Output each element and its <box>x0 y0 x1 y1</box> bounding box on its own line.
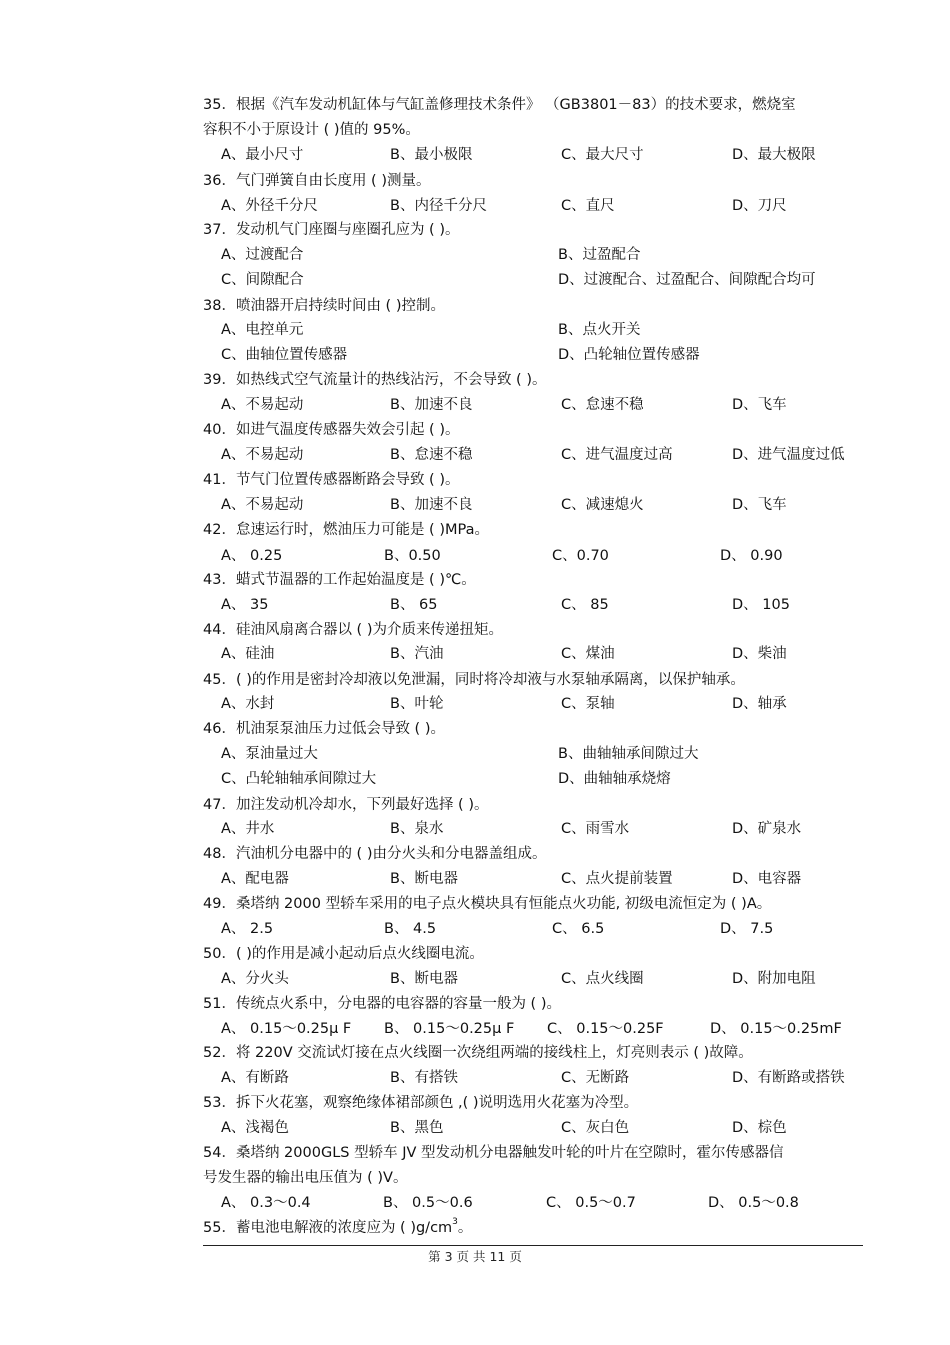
question-55-stem-end: 。 <box>457 1220 473 1236</box>
question-53-options <box>203 1116 863 1141</box>
option-a: A、不易起动 <box>221 497 304 513</box>
option-a: A、硅油 <box>221 646 275 662</box>
option-b: B、最小极限 <box>390 147 473 163</box>
question-39-stem: 39．如热线式空气流量计的热线沾污，不会导致 ( )。 <box>203 372 547 388</box>
question-43-options <box>203 593 863 618</box>
option-a: A、泵油量过大 <box>221 746 318 762</box>
option-d: D、曲轴轴承烧熔 <box>558 771 671 787</box>
option-c: C、泵轴 <box>561 696 615 712</box>
question-40-stem: 40．如进气温度传感器失效会引起 ( )。 <box>203 422 460 438</box>
option-c: C、 0.15～0.25F <box>547 1021 664 1037</box>
option-a: A、不易起动 <box>221 447 304 463</box>
question-42-stem: 42．怠速运行时，燃油压力可能是 ( )MPa。 <box>203 522 489 538</box>
question-37-options-row1 <box>203 243 863 268</box>
option-a: A、分火头 <box>221 971 289 987</box>
footer-divider <box>203 1245 863 1246</box>
question-50-stem: 50．( )的作用是减小起动后点火线圈电流。 <box>203 946 484 962</box>
option-a: A、水封 <box>221 696 275 712</box>
option-d: D、飞车 <box>732 497 787 513</box>
option-c: C、无断路 <box>561 1070 630 1086</box>
question-47-options <box>203 817 863 842</box>
option-c: C、间隙配合 <box>221 272 304 288</box>
option-c: C、 0.5～0.7 <box>546 1195 636 1211</box>
question-49-stem: 49．桑塔纳 2000 型轿车采用的电子点火模块具有恒能点火功能, 初级电流恒定为 ( )A。 <box>203 896 772 912</box>
question-38-options-row2 <box>203 343 863 368</box>
option-a: A、有断路 <box>221 1070 289 1086</box>
option-d: D、棕色 <box>732 1120 787 1136</box>
question-54-stem-cont: 号发生器的输出电压值为 ( )V。 <box>203 1170 408 1186</box>
question-38-options-row1 <box>203 318 863 343</box>
option-d: D、矿泉水 <box>732 821 802 837</box>
question-38-stem: 38．喷油器开启持续时间由 ( )控制。 <box>203 298 445 314</box>
question-48-stem: 48．汽油机分电器中的 ( )由分火头和分电器盖组成。 <box>203 846 547 862</box>
option-c: C、 6.5 <box>552 921 605 937</box>
question-35-stem-cont: 容积不小于原设计 ( )值的 95%。 <box>203 122 420 138</box>
option-d: D、飞车 <box>732 397 787 413</box>
question-44-options <box>203 642 863 667</box>
question-46-options-row2 <box>203 767 863 792</box>
option-b: B、0.50 <box>384 548 441 564</box>
option-c: C、怠速不稳 <box>561 397 644 413</box>
option-d: D、电容器 <box>732 871 802 887</box>
option-c: C、最大尺寸 <box>561 147 644 163</box>
option-a: A、配电器 <box>221 871 289 887</box>
option-c: C、减速熄火 <box>561 497 644 513</box>
option-a: A、不易起动 <box>221 397 304 413</box>
question-35-stem: 35．根据《汽车发动机缸体与气缸盖修理技术条件》 （GB3801－83）的技术要求，燃烧室 <box>203 97 796 113</box>
question-51-options <box>203 1017 863 1042</box>
option-d: D、进气温度过低 <box>732 447 845 463</box>
option-b: B、黑色 <box>390 1120 444 1136</box>
superscript-3: 3 <box>452 1217 458 1227</box>
option-d: D、附加电阻 <box>732 971 816 987</box>
option-b: B、汽油 <box>390 646 444 662</box>
option-b: B、 65 <box>390 597 438 613</box>
option-b: B、内径千分尺 <box>390 198 487 214</box>
option-c: C、曲轴位置传感器 <box>221 347 348 363</box>
question-54-stem: 54．桑塔纳 2000GLS 型轿车 JV 型发动机分电器触发叶轮的叶片在空隙时，霍尔传感器信 <box>203 1145 784 1161</box>
option-a: A、 0.15～0.25μ F <box>221 1021 352 1037</box>
question-41-stem: 41．节气门位置传感器断路会导致 ( )。 <box>203 472 460 488</box>
question-50-options <box>203 967 863 992</box>
option-b: B、过盈配合 <box>558 247 641 263</box>
option-b: B、泉水 <box>390 821 444 837</box>
question-37-options-row2 <box>203 268 863 293</box>
option-a: A、最小尺寸 <box>221 147 304 163</box>
option-c: C、进气温度过高 <box>561 447 673 463</box>
option-c: C、灰白色 <box>561 1120 630 1136</box>
option-c: C、0.70 <box>552 548 609 564</box>
option-b: B、怠速不稳 <box>390 447 473 463</box>
option-a: A、外径千分尺 <box>221 198 318 214</box>
question-46-stem: 46．机油泵泵油压力过低会导致 ( )。 <box>203 721 445 737</box>
option-a: A、 0.3～0.4 <box>221 1195 311 1211</box>
question-45-stem: 45．( )的作用是密封冷却液以免泄漏，同时将冷却液与水泵轴承隔离，以保护轴承。 <box>203 672 745 688</box>
question-41-options <box>203 493 863 518</box>
option-b: B、断电器 <box>390 871 458 887</box>
option-b: B、叶轮 <box>390 696 444 712</box>
option-d: D、 0.90 <box>720 548 783 564</box>
option-d: D、最大极限 <box>732 147 816 163</box>
option-d: D、刀尺 <box>732 198 787 214</box>
option-b: B、点火开关 <box>558 322 641 338</box>
question-54-options <box>203 1191 863 1216</box>
option-d: D、 105 <box>732 597 790 613</box>
page-footer: 第 3 页 共 11 页 <box>428 1249 522 1264</box>
option-d: D、 0.15～0.25mF <box>710 1021 842 1037</box>
question-44-stem: 44．硅油风扇离合器以 ( )为介质来传递扭矩。 <box>203 622 503 638</box>
question-53-stem: 53．拆下火花塞，观察绝缘体裙部颜色 ,( )说明选用火花塞为冷型。 <box>203 1095 639 1111</box>
option-c: C、点火线圈 <box>561 971 644 987</box>
question-49-options <box>203 917 863 942</box>
question-55-stem-text: 55．蓄电池电解液的浓度应为 ( )g/cm <box>203 1220 453 1236</box>
option-d: D、有断路或搭铁 <box>732 1070 845 1086</box>
question-48-options <box>203 867 863 892</box>
option-d: D、 7.5 <box>720 921 774 937</box>
option-a: A、井水 <box>221 821 275 837</box>
question-45-options <box>203 692 863 717</box>
option-c: C、雨雪水 <box>561 821 630 837</box>
question-37-stem: 37．发动机气门座圈与座圈孔应为 ( )。 <box>203 222 460 238</box>
option-d: D、柴油 <box>732 646 787 662</box>
option-b: B、曲轴轴承间隙过大 <box>558 746 699 762</box>
option-a: A、过渡配合 <box>221 247 304 263</box>
option-b: B、 0.15～0.25μ F <box>384 1021 515 1037</box>
option-b: B、加速不良 <box>390 497 473 513</box>
question-36-options <box>203 194 863 219</box>
option-b: B、有搭铁 <box>390 1070 458 1086</box>
question-55-stem <box>203 1216 863 1241</box>
option-b: B、加速不良 <box>390 397 473 413</box>
option-d: D、轴承 <box>732 696 787 712</box>
option-c: C、煤油 <box>561 646 615 662</box>
option-c: C、直尺 <box>561 198 615 214</box>
option-d: D、凸轮轴位置传感器 <box>558 347 700 363</box>
question-42-options <box>203 544 863 569</box>
option-b: B、 0.5～0.6 <box>383 1195 473 1211</box>
question-46-options-row1 <box>203 742 863 767</box>
question-43-stem: 43．蜡式节温器的工作起始温度是 ( )℃。 <box>203 572 476 588</box>
option-d: D、 0.5～0.8 <box>708 1195 799 1211</box>
question-39-options <box>203 393 863 418</box>
option-c: C、点火提前装置 <box>561 871 673 887</box>
question-51-stem: 51．传统点火系中，分电器的电容器的容量一般为 ( )。 <box>203 996 561 1012</box>
question-52-options <box>203 1066 863 1091</box>
option-d: D、过渡配合、过盈配合、间隙配合均可 <box>558 272 816 288</box>
option-c: C、 85 <box>561 597 609 613</box>
option-a: A、 2.5 <box>221 921 274 937</box>
question-36-stem: 36．气门弹簧自由长度用 ( )测量。 <box>203 173 431 189</box>
question-47-stem: 47．加注发动机冷却水，下列最好选择 ( )。 <box>203 797 489 813</box>
question-52-stem: 52．将 220V 交流试灯接在点火线圈一次绕组两端的接线柱上，灯亮则表示 ( )故障。 <box>203 1045 753 1061</box>
option-c: C、凸轮轴轴承间隙过大 <box>221 771 377 787</box>
option-b: B、 4.5 <box>384 921 437 937</box>
option-b: B、断电器 <box>390 971 458 987</box>
option-a: A、 35 <box>221 597 269 613</box>
option-a: A、 0.25 <box>221 548 283 564</box>
option-a: A、浅褐色 <box>221 1120 289 1136</box>
question-35-options <box>203 143 863 168</box>
option-a: A、电控单元 <box>221 322 304 338</box>
question-40-options <box>203 443 863 468</box>
